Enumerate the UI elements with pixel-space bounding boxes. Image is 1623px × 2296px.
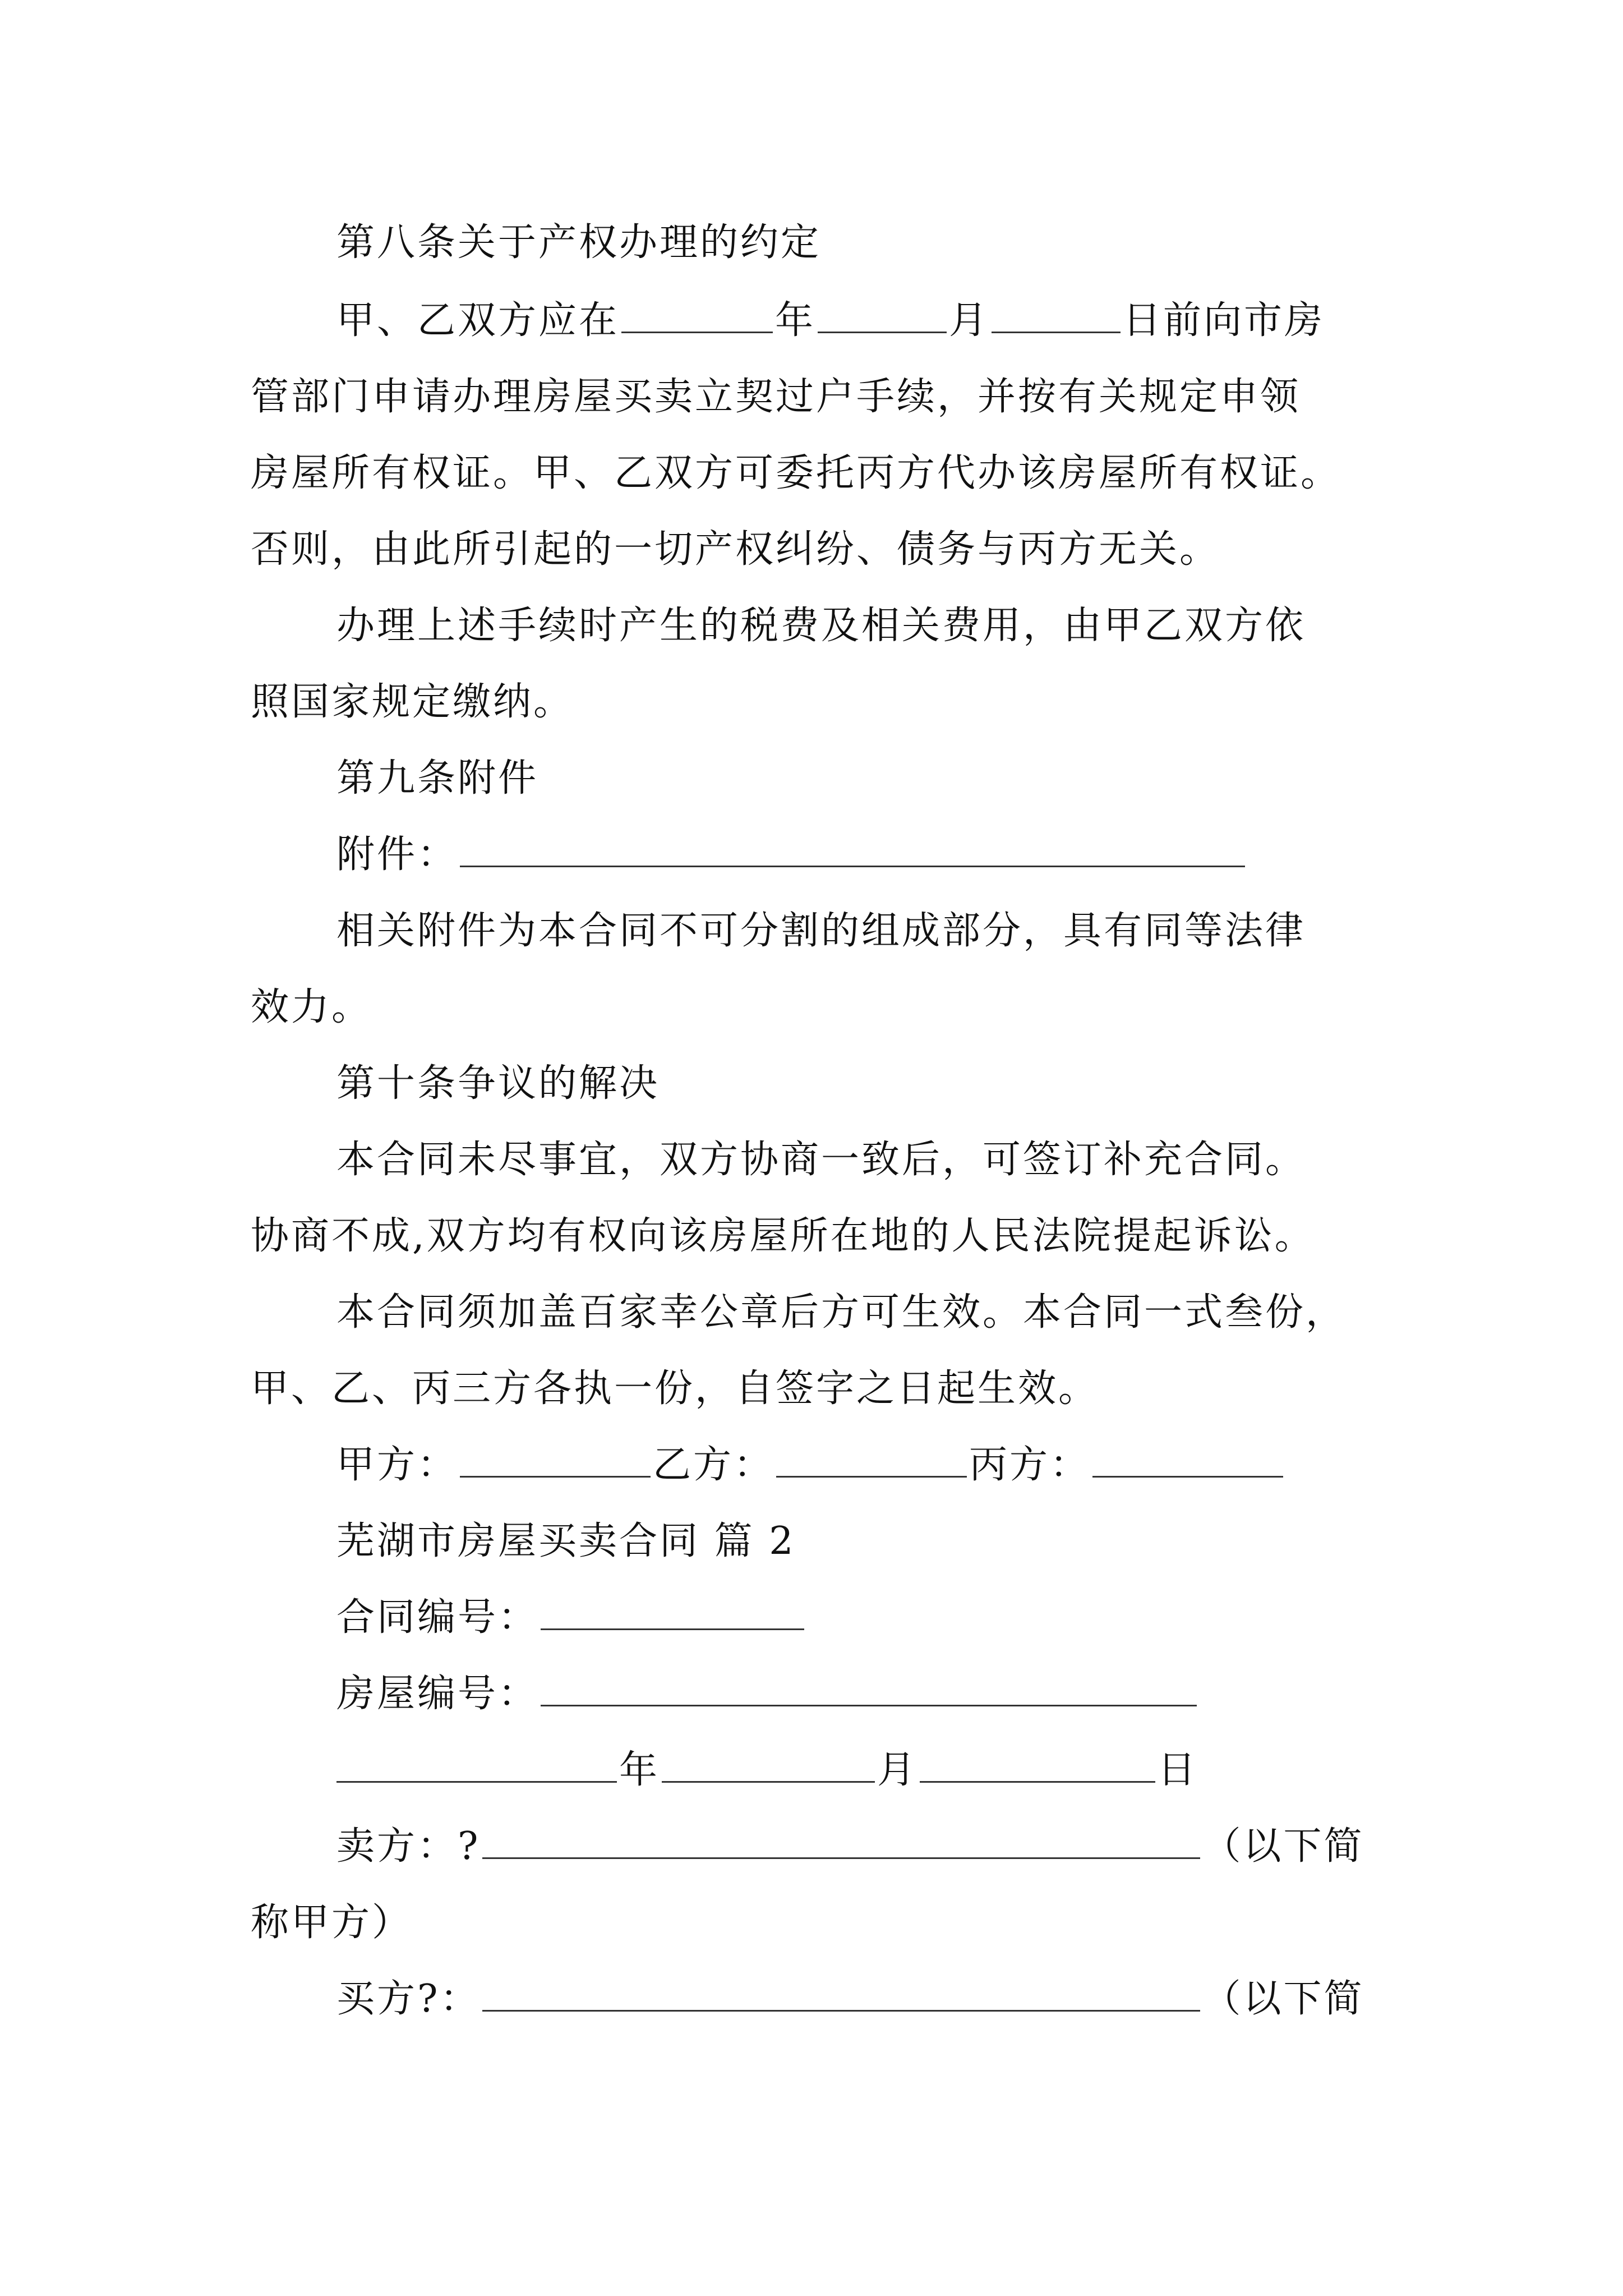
blank-year [336, 1746, 617, 1783]
text-segment: 甲、乙双方应在 [336, 298, 620, 343]
seller-label: 卖方：? [336, 1824, 481, 1869]
party-a-label: 甲方： [336, 1443, 458, 1487]
article-10-paragraph-1-line-2: 协商不成,双方均有权向该房屋所在地的人民法院提起诉讼。 [251, 1214, 1315, 1258]
article-8-paragraph-1-line-1 [336, 294, 1325, 348]
party-b-blank [776, 1441, 967, 1478]
article-8-paragraph-1-line-3: 房屋所有权证。甲、乙双方可委托丙方代办该房屋所有权证。 [251, 451, 1341, 495]
text-segment: 日前向市房 [1123, 298, 1325, 343]
article-8-paragraph-2-line-2: 照国家规定缴纳。 [251, 680, 574, 724]
party-b-label: 乙方： [653, 1443, 774, 1487]
seller-line-2: 称甲方） [251, 1901, 413, 1945]
party-c-blank [1092, 1441, 1283, 1478]
article-9-paragraph-line-1: 相关附件为本合同不可分割的组成部分，具有同等法律 [336, 909, 1306, 953]
buyer-line [336, 1972, 1364, 2026]
party-c-label: 丙方： [969, 1443, 1091, 1487]
seller-suffix: （以下简 [1202, 1824, 1364, 1869]
blank-day [992, 297, 1121, 333]
article-8-paragraph-2-line-1: 办理上述手续时产生的税费及相关费用，由甲乙双方依 [336, 604, 1306, 648]
article-8-paragraph-1-line-4: 否则，由此所引起的一切产权纠纷、债务与丙方无关。 [251, 527, 1220, 572]
attachment-line [336, 828, 1247, 882]
date-year-label: 年 [619, 1748, 660, 1792]
date-month-label: 月 [877, 1748, 918, 1792]
article-10-heading: 第十条争议的解决 [336, 1061, 660, 1106]
date-line [336, 1743, 1198, 1797]
buyer-suffix: （以下简 [1202, 1977, 1364, 2021]
contract-number-label: 合同编号： [336, 1595, 539, 1640]
text-segment: 年 [775, 298, 816, 343]
article-10-paragraph-2-line-1: 本合同须加盖百家幸公章后方可生效。本合同一式叁份， [336, 1290, 1347, 1335]
house-number-line [336, 1667, 1199, 1721]
attachment-label: 附件： [336, 832, 458, 877]
text-segment: 月 [949, 298, 990, 343]
house-number-label: 房屋编号： [336, 1672, 539, 1716]
article-10-paragraph-1-line-1: 本合同未尽事宜，双方协商一致后，可签订补充合同。 [336, 1138, 1306, 1182]
article-10-paragraph-2-line-2: 甲、乙、丙三方各执一份，自签字之日起生效。 [251, 1366, 1099, 1411]
party-a-blank [460, 1441, 651, 1478]
house-number-blank [541, 1670, 1197, 1706]
date-day-label: 日 [1158, 1748, 1198, 1792]
article-8-paragraph-1-line-2: 管部门申请办理房屋买卖立契过户手续，并按有关规定申领 [251, 375, 1301, 419]
contract-2-title: 芜湖市房屋买卖合同 篇 2 [336, 1519, 796, 1563]
buyer-blank [482, 1975, 1200, 2012]
contract-number-line [336, 1591, 806, 1645]
seller-blank [482, 1823, 1200, 1859]
article-8-heading: 第八条关于产权办理的约定 [336, 220, 822, 265]
contract-number-blank [541, 1594, 804, 1630]
blank-day [920, 1746, 1155, 1783]
attachment-blank [460, 831, 1245, 867]
article-9-paragraph-line-2: 效力。 [251, 985, 372, 1029]
article-9-heading: 第九条附件 [336, 756, 539, 800]
blank-month [662, 1746, 875, 1783]
signature-line [336, 1438, 1285, 1492]
buyer-label: 买方?： [336, 1977, 481, 2021]
seller-line [336, 1820, 1364, 1874]
blank-year [621, 297, 773, 333]
blank-month [818, 297, 947, 333]
